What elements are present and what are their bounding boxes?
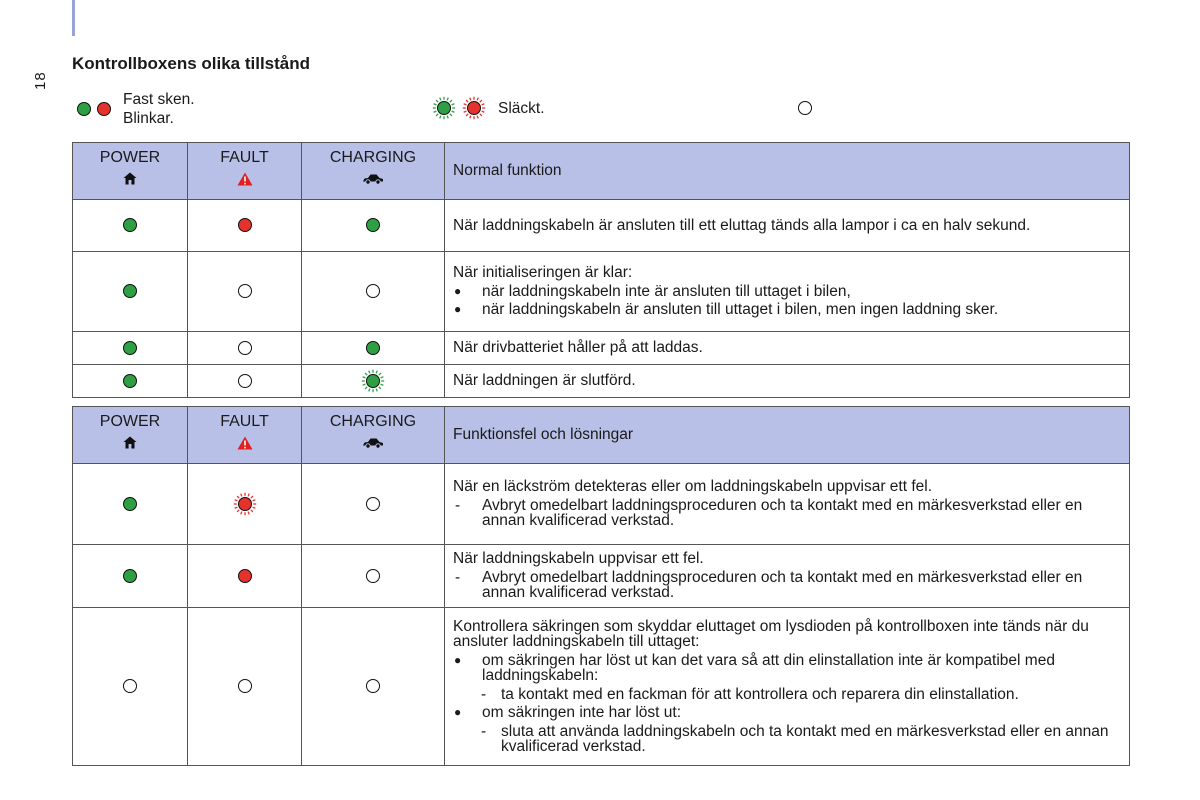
house-icon (73, 172, 187, 188)
list-item: ● om säkringen har löst ut kan det vara så att din elinstallation inte är kompatibel med laddningskabeln: (453, 653, 1115, 684)
list-item: - Avbryt omedelbart laddningsproceduren och ta kontakt med en märkesverkstad eller en annan kvalificerad verkstad. (453, 570, 1115, 601)
list-subitem: - ta kontakt med en fackman för att kontrollera och reparera din elinstallation. (453, 687, 1115, 703)
table-header-row (73, 143, 1130, 200)
row-description (445, 545, 1130, 608)
charging-lamp-cell (302, 332, 445, 365)
table-row (73, 332, 1130, 365)
green-blinking-lamp-icon (432, 96, 456, 120)
legend-blinking-label: Blinkar. (123, 110, 174, 127)
list-item: ● när laddningskabeln inte är ansluten till uttaget i bilen, (453, 284, 1115, 300)
fault-lamp-cell (188, 545, 302, 608)
green-lamp-icon (123, 497, 137, 511)
charging-header: CHARGING (302, 143, 445, 200)
green-lamp-icon (77, 102, 91, 116)
power-lamp-cell (73, 200, 188, 252)
off-lamp-icon (366, 569, 380, 583)
row-description: När laddningen är slutförd. (445, 365, 1130, 398)
fault-lamp-cell (188, 608, 302, 766)
fault-lamp-cell (188, 252, 302, 332)
normal-function-table (72, 142, 1130, 398)
list-subitem: - sluta att använda laddningskabeln och ta kontakt med en märkesverkstad eller en annan kvalificerad verkstad. (453, 724, 1115, 755)
green-lamp-icon (123, 374, 137, 388)
power-lamp-cell (73, 332, 188, 365)
power-header: POWER (73, 143, 188, 200)
red-lamp-icon (238, 569, 252, 583)
off-lamp-icon (123, 679, 137, 693)
dash-list (453, 498, 1115, 529)
red-lamp-icon (238, 218, 252, 232)
legend-off-lamp (798, 101, 812, 115)
green-lamp-icon (123, 341, 137, 355)
legend-steady-label: Fast sken. (123, 91, 195, 108)
fault-lamp-cell (188, 365, 302, 398)
malfunction-table (72, 406, 1130, 766)
red-lamp-icon (97, 102, 111, 116)
warning-triangle-icon (188, 172, 301, 188)
power-lamp-cell (73, 464, 188, 545)
power-header: POWER (73, 407, 188, 464)
fault-lamp-cell (188, 332, 302, 365)
table-row (73, 608, 1130, 766)
off-lamp-icon (366, 497, 380, 511)
list-item: - Avbryt omedelbart laddningsproceduren och ta kontakt med en märkesverkstad eller en annan kvalificerad verkstad. (453, 498, 1115, 529)
row-intro: Kontrollera säkringen som skyddar eluttaget om lysdioden på kontrollboxen inte tänds när du ansluter laddningskabeln till uttaget: (453, 617, 1089, 650)
power-lamp-cell (73, 545, 188, 608)
bullet-list (453, 653, 1115, 755)
green-lamp-icon (366, 341, 380, 355)
fault-lamp-cell (188, 200, 302, 252)
legend-off-label: Släckt. (498, 99, 545, 117)
off-lamp-icon (238, 284, 252, 298)
page-title: Kontrollboxens olika tillstånd (72, 54, 311, 73)
fault-header: FAULT (188, 407, 302, 464)
dash-list (453, 570, 1115, 601)
page-number: 18 (32, 71, 49, 90)
power-lamp-cell (73, 365, 188, 398)
row-description: När drivbatteriet håller på att laddas. (445, 332, 1130, 365)
red-blinking-lamp-icon (233, 492, 257, 516)
charging-header: CHARGING (302, 407, 445, 464)
off-lamp-icon (238, 341, 252, 355)
table-row (73, 545, 1130, 608)
green-lamp-icon (366, 218, 380, 232)
power-lamp-cell (73, 252, 188, 332)
malfunction-heading: Funktionsfel och lösningar (445, 407, 1130, 464)
table-header-row (73, 407, 1130, 464)
charging-lamp-cell (302, 365, 445, 398)
charging-lamp-cell (302, 608, 445, 766)
warning-triangle-icon (188, 436, 301, 452)
off-lamp-icon (238, 374, 252, 388)
power-lamp-cell (73, 608, 188, 766)
table-row (73, 252, 1130, 332)
charging-lamp-cell (302, 252, 445, 332)
list-item: ● när laddningskabeln är ansluten till uttaget i bilen, men ingen laddning sker. (453, 302, 1115, 318)
row-intro: När en läckström detekteras eller om laddningskabeln uppvisar ett fel. (453, 478, 933, 496)
legend-steady-blinking (77, 90, 195, 128)
green-lamp-icon (123, 284, 137, 298)
table-row (73, 365, 1130, 398)
list-item: ● om säkringen inte har löst ut: (453, 705, 1115, 721)
bullet-list (453, 284, 1115, 318)
row-description (445, 608, 1130, 766)
fault-lamp-cell (188, 464, 302, 545)
charging-lamp-cell (302, 545, 445, 608)
legend-blinking-lamps (432, 96, 545, 120)
charging-lamp-cell (302, 200, 445, 252)
off-lamp-icon (798, 101, 812, 115)
fault-header: FAULT (188, 143, 302, 200)
row-description (445, 252, 1130, 332)
green-blinking-lamp-icon (361, 369, 385, 393)
margin-accent-bar (72, 0, 75, 36)
green-lamp-icon (123, 218, 137, 232)
table-row (73, 200, 1130, 252)
red-blinking-lamp-icon (462, 96, 486, 120)
car-icon (302, 172, 444, 188)
row-description: När laddningskabeln är ansluten till ett eluttag tänds alla lampor i ca en halv sekund. (445, 200, 1130, 252)
off-lamp-icon (238, 679, 252, 693)
green-lamp-icon (123, 569, 137, 583)
car-icon (302, 436, 444, 452)
row-intro: När initialiseringen är klar: (453, 264, 633, 282)
normal-function-heading: Normal funktion (445, 143, 1130, 200)
charging-lamp-cell (302, 464, 445, 545)
row-description (445, 464, 1130, 545)
table-row (73, 464, 1130, 545)
off-lamp-icon (366, 679, 380, 693)
row-intro: När laddningskabeln uppvisar ett fel. (453, 550, 704, 568)
off-lamp-icon (366, 284, 380, 298)
house-icon (73, 436, 187, 452)
